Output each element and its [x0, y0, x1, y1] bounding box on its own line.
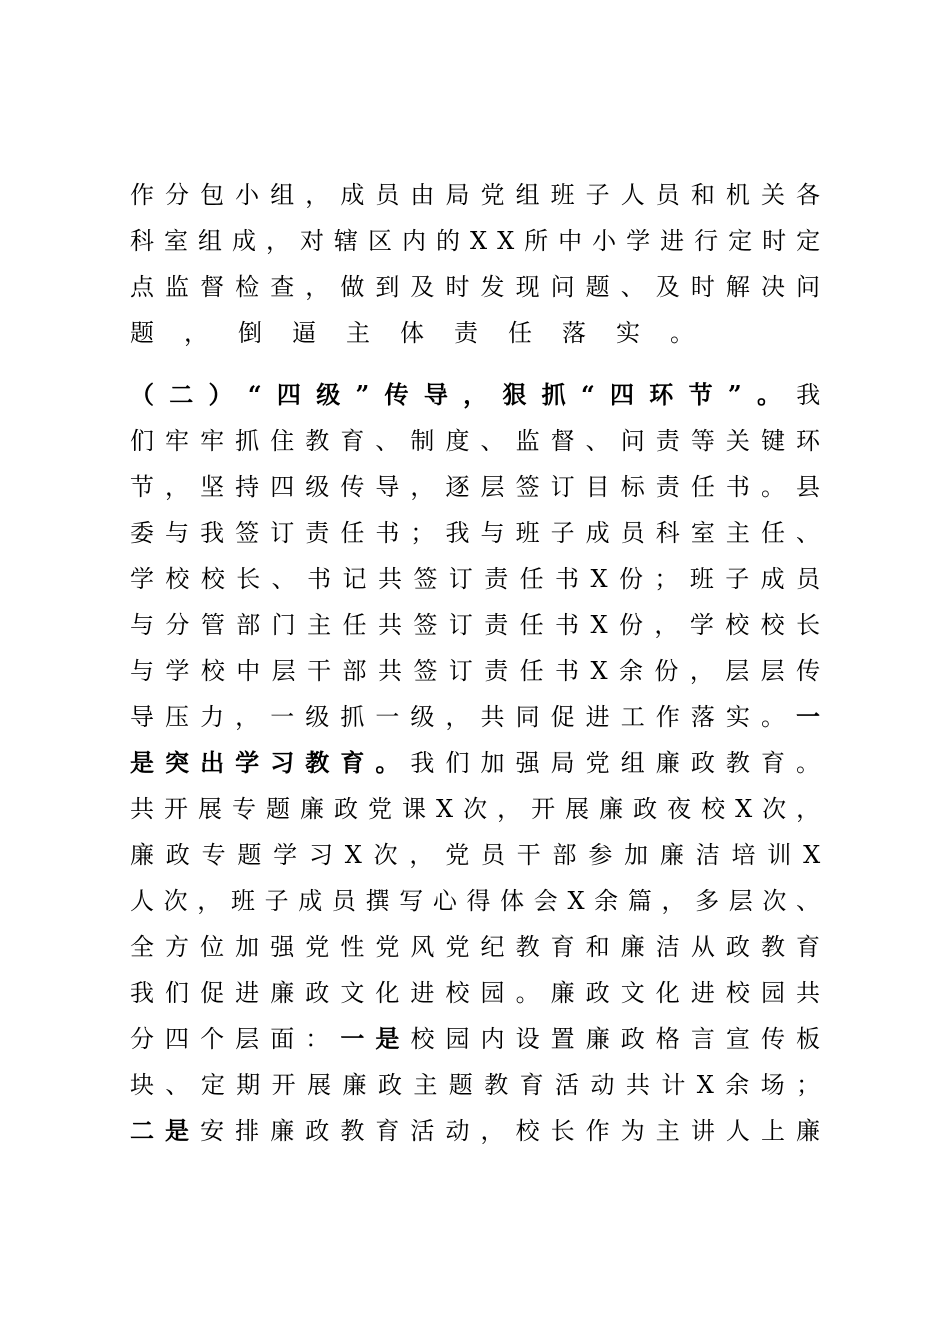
bold-run: 一是 — [340, 1024, 411, 1053]
text-run: 委与我签订责任书；我与班子成员科室主任、 — [130, 519, 832, 547]
text-run: 人次，班子成员撰写心得体会X余篇，多层次、 — [130, 887, 830, 915]
text-run: 分四个层面： — [130, 1025, 341, 1053]
text-line-9 — [130, 564, 832, 594]
text-line-14 — [130, 794, 830, 824]
bold-run: 一 — [796, 702, 832, 731]
text-run: 校园内设置廉政格言宣传板 — [410, 1025, 832, 1053]
text-run: 与学校中层干部共签订责任书X余份，层层传 — [130, 657, 832, 685]
section-heading-line — [130, 380, 836, 410]
text-run: 全方位加强党性党风党纪教育和廉洁从政教育 — [130, 933, 832, 961]
text-line-19 — [130, 1024, 831, 1054]
text-run: 们牢牢抓住教育、制度、监督、问责等关键环 — [130, 427, 832, 455]
text-line-7 — [130, 472, 831, 502]
text-run: 我们促进廉政文化进校园。廉政文化进校园共 — [130, 979, 832, 1007]
text-line-13 — [130, 748, 831, 778]
text-run: 导压力，一级抓一级，共同促进工作落实。 — [130, 703, 796, 731]
text-run: 我 — [796, 381, 836, 409]
text-line-17 — [130, 932, 831, 962]
text-line-11 — [130, 656, 832, 686]
text-run: 节，坚持四级传导，逐层签订目标责任书。县 — [130, 473, 832, 501]
text-line-8 — [130, 518, 831, 548]
text-run: 作分包小组，成员由局党组班子人员和机关各 — [130, 181, 832, 209]
bold-run: 二是 — [130, 1116, 201, 1145]
text-line-6 — [130, 426, 831, 456]
text-line-4 — [130, 318, 724, 348]
text-run: 廉政专题学习X次，党员干部参加廉洁培训X — [130, 841, 832, 869]
text-run: 与分管部门主任共签订责任书X份，学校校长 — [130, 611, 832, 639]
text-run: 科室组成，对辖区内的XX所中小学进行定时定 — [130, 227, 831, 255]
text-line-15 — [130, 840, 832, 870]
text-run: 块、定期开展廉政主题教育活动共计X余场； — [130, 1071, 832, 1099]
text-line-20 — [130, 1070, 832, 1100]
text-line-18 — [130, 978, 831, 1008]
text-run: 共开展专题廉政党课X次，开展廉政夜校X次， — [130, 795, 831, 823]
text-line-10 — [130, 610, 832, 640]
section-heading: （二）“四级”传导，狠抓“四环节”。 — [130, 380, 797, 409]
text-line-3 — [130, 272, 831, 302]
text-run: 学校校长、书记共签订责任书X份；班子成员 — [130, 565, 832, 593]
text-run: 安排廉政教育活动，校长作为主讲人上廉 — [200, 1117, 832, 1145]
text-line-16 — [130, 886, 830, 916]
text-line-21 — [130, 1116, 831, 1146]
bold-run: 是突出学习教育。 — [130, 748, 411, 777]
text-line-12 — [130, 702, 831, 732]
text-run: 我们加强局党组廉政教育。 — [410, 749, 832, 777]
text-line-1 — [130, 180, 831, 210]
text-run: 点监督检查，做到及时发现问题、及时解决问 — [130, 273, 832, 301]
text-line-2 — [130, 226, 830, 256]
text-run: 题，倒逼主体责任落实。 — [130, 319, 724, 347]
